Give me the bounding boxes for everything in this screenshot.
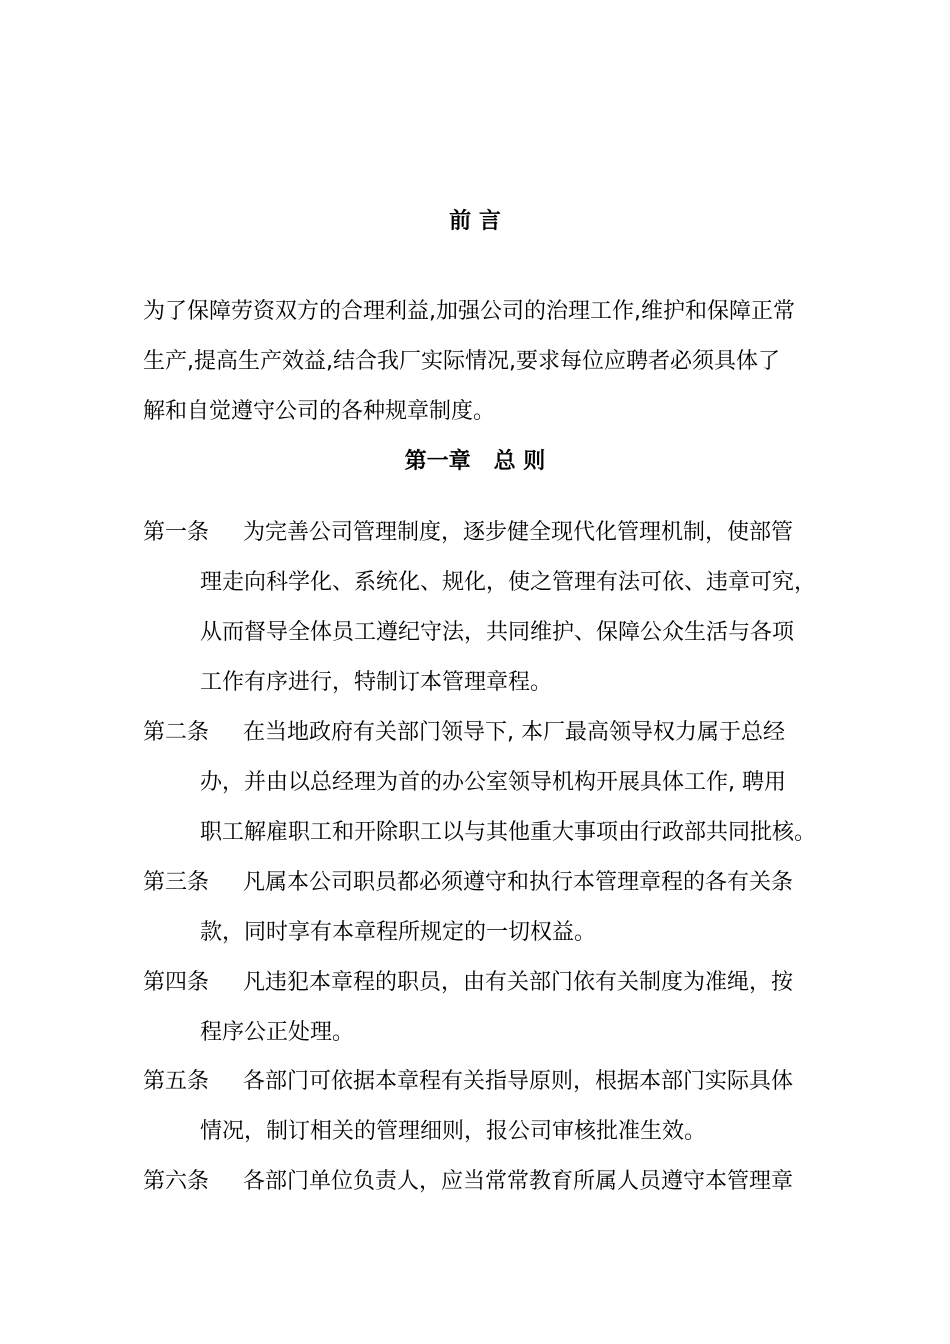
article-line: 情况，制订相关的管理细则，报公司审核批准生效。: [200, 1119, 707, 1144]
article-line: 凡违犯本章程的职员，由有关部门依有关制度为准绳，按: [243, 970, 794, 995]
article-line: 工作有序进行，特制订本管理章程。: [200, 670, 553, 695]
article-line: 在当地政府有关部门领导下, 本厂最高领导权力属于总经: [243, 720, 785, 745]
article-number: 第三条: [143, 870, 210, 895]
article-number: 第一条: [143, 520, 210, 545]
preface-line-2: 生产,提高生产效益,结合我厂实际情况,要求每位应聘者必须具体了: [143, 349, 780, 374]
article-number: 第五条: [143, 1069, 210, 1094]
article-line: 程序公正处理。: [200, 1020, 355, 1045]
preface-title: 前 言: [449, 209, 501, 234]
preface-line-3: 解和自觉遵守公司的各种规章制度。: [143, 399, 496, 424]
article-line: 凡属本公司职员都必须遵守和执行本管理章程的各有关条: [243, 870, 794, 895]
article-number: 第二条: [143, 720, 210, 745]
article-line: 从而督导全体员工遵纪守法，共同维护、保障公众生活与各项: [200, 620, 795, 645]
article-number: 第六条: [143, 1169, 210, 1194]
article-line: 办，并由以总经理为首的办公室领导机构开展具体工作, 聘用: [200, 770, 786, 795]
preface-line-1: 为了保障劳资双方的合理利益,加强公司的治理工作,维护和保障正常: [143, 299, 795, 324]
article-line: 款，同时享有本章程所规定的一切权益。: [200, 920, 597, 945]
article-line: 理走向科学化、系统化、规化，使之管理有法可依、违章可究，: [200, 570, 817, 595]
article-number: 第四条: [143, 970, 210, 995]
chapter-title: 第一章 总 则: [404, 449, 546, 474]
article-line: 职工解雇职工和开除职工以与其他重大事项由行政部共同批核。: [200, 820, 817, 845]
article-line: 各部门可依据本章程有关指导原则，根据本部门实际具体: [243, 1069, 794, 1094]
article-line: 为完善公司管理制度，逐步健全现代化管理机制，使部管: [243, 520, 794, 545]
article-line: 各部门单位负责人，应当常常教育所属人员遵守本管理章: [243, 1169, 794, 1194]
